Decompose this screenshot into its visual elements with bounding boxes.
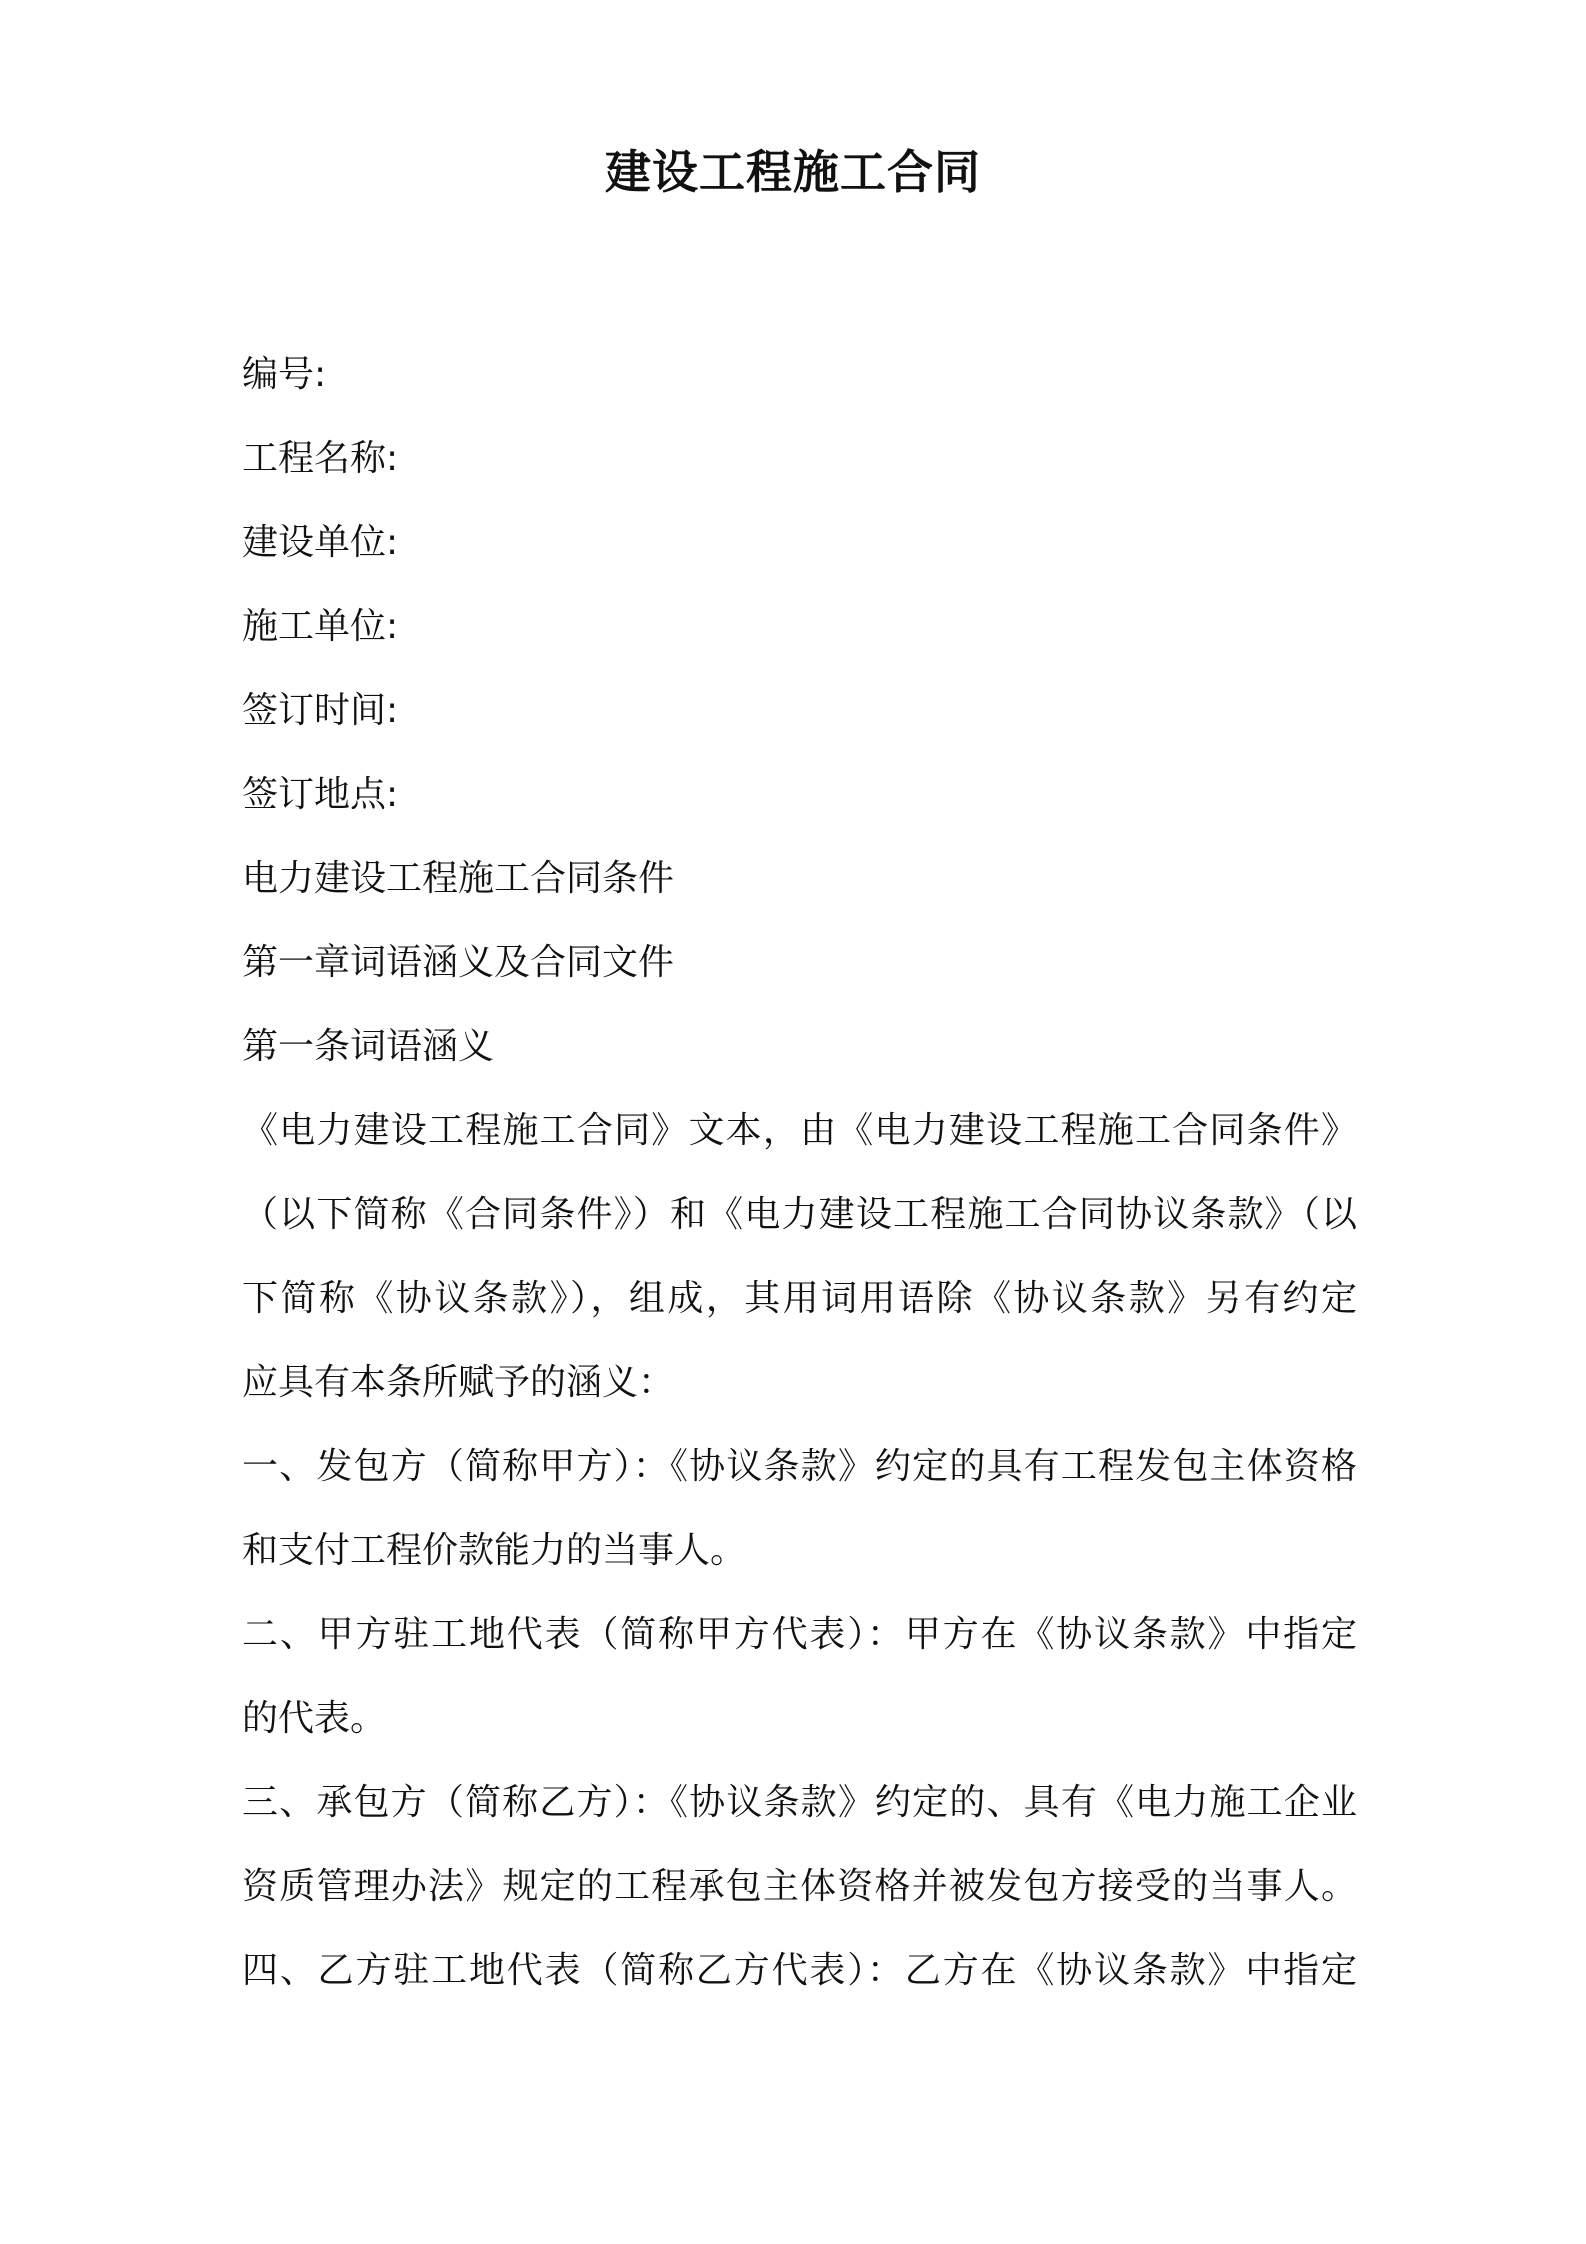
paragraph-line: 应具有本条所赋予的涵义：: [242, 1362, 675, 1403]
section-heading: 电力建设工程施工合同条件: [242, 858, 675, 899]
article-heading: 第一条词语涵义: [242, 1026, 495, 1067]
paragraph-line: （以下简称《合同条件》）和《电力建设工程施工合同协议条款》（以: [242, 1194, 1357, 1235]
document-body: [242, 333, 1357, 2013]
field-signing-date: 签订时间:: [242, 690, 399, 731]
definition-line: 资质管理办法》规定的工程承包主体资格并被发包方接受的当事人。: [242, 1866, 1357, 1907]
chapter-heading: 第一章词语涵义及合同文件: [242, 942, 675, 983]
definition-line: 二、甲方驻工地代表（简称甲方代表）：甲方在《协议条款》中指定: [242, 1614, 1357, 1655]
field-construction-unit: 建设单位:: [242, 522, 399, 563]
field-contract-number: 编号:: [242, 354, 327, 395]
definition-line: 三、承包方（简称乙方）：《协议条款》约定的、具有《电力施工企业: [242, 1782, 1357, 1823]
document-title: 建设工程施工合同: [605, 145, 981, 199]
field-project-name: 工程名称:: [242, 438, 399, 479]
definition-line: 的代表。: [242, 1698, 387, 1739]
paragraph-line: 《电力建设工程施工合同》文本，由《电力建设工程施工合同条件》: [242, 1110, 1357, 1151]
definition-line: 一、发包方（简称甲方）：《协议条款》约定的具有工程发包主体资格: [242, 1446, 1357, 1487]
definition-line: 和支付工程价款能力的当事人。: [242, 1530, 747, 1571]
field-contractor-unit: 施工单位:: [242, 606, 399, 647]
definition-line: 四、乙方驻工地代表（简称乙方代表）：乙方在《协议条款》中指定: [242, 1950, 1357, 1991]
field-signing-place: 签订地点:: [242, 774, 399, 815]
paragraph-line: 下简称《协议条款》），组成，其用词用语除《协议条款》另有约定: [242, 1278, 1357, 1319]
